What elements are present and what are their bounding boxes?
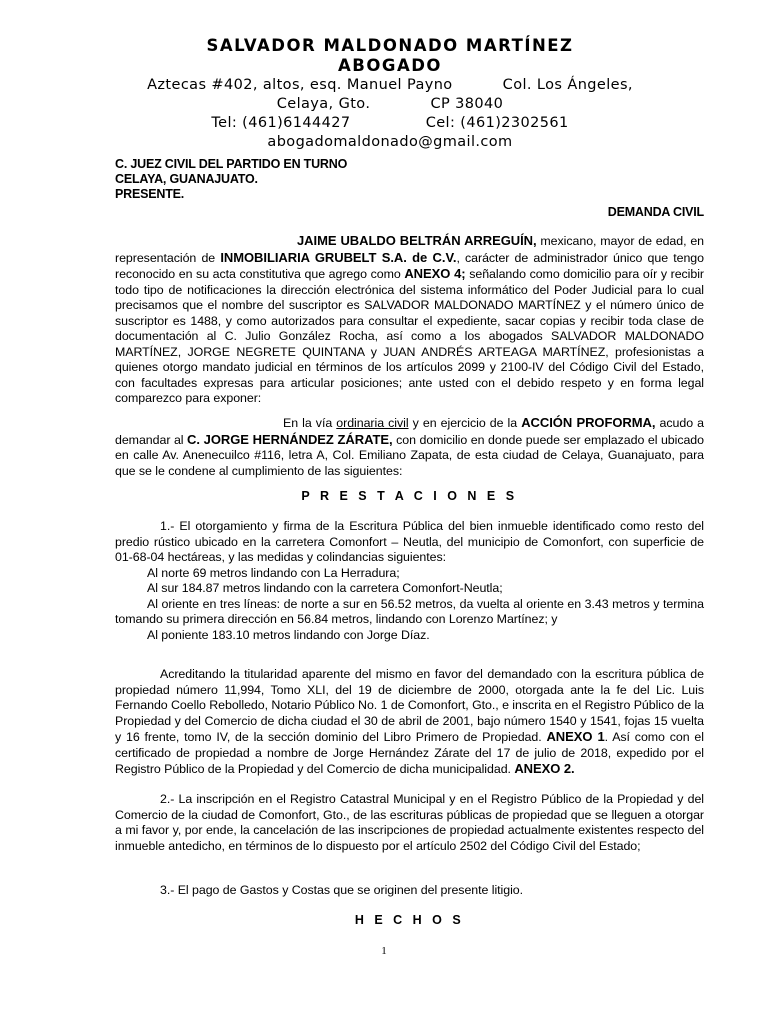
lawyer-name: SALVADOR MALDONADO MARTÍNEZ: [206, 36, 574, 55]
lindero-sur: Al sur 184.87 metros lindando con la carretera Comonfort-Neutla;: [147, 581, 503, 595]
contact-line: [90, 114, 690, 133]
address-colonia: Col. Los Ángeles,: [502, 77, 633, 93]
accion-text-1: En la vía: [283, 416, 337, 430]
addressee-judge: C. JUEZ CIVIL DEL PARTIDO EN TURNO: [115, 157, 348, 171]
address-line-1: [90, 76, 690, 95]
addressee-city: CELAYA, GUANAJUATO.: [115, 172, 258, 186]
phone-number: Tel: (461)6144427: [211, 115, 351, 131]
cell-number: Cel: (461)2302561: [425, 115, 569, 131]
intro-text-1: mexicano, mayor de edad, en representación de: [115, 234, 705, 265]
lindero-poniente: Al poniente 183.10 metros lindando con Jorge Díaz.: [147, 627, 430, 642]
acreditando-text-1: Acreditando la titularidad aparente del mismo en favor del demandado con la escritura pública de propiedad número 11,994, Tomo XLI, del 19 de diciembre de 2000, otorgada ante la fe del Lic. Luis Fernando Coello Rebolledo, Notario Público No. 1 de Comonfort, Gto., e inscrita en el Registro Público de la Propiedad y del Comercio de dicha ciudad el 30 de abril de 2001, bajo número 1540 y 1541, fojas 15 vuelta y 16 frente, tomo IV, de la sección dominio del Libro Primero de Propiedad.: [115, 667, 704, 744]
accion-paragraph: [115, 415, 704, 479]
defendant-name: C. JORGE HERNÁNDEZ ZÁRATE,: [187, 431, 393, 447]
address-city: Celaya, Gto.: [276, 96, 371, 112]
intro-paragraph: [115, 233, 704, 407]
accion-text-4: con domicilio en donde puede ser emplazado el ubicado en calle Av. Anenecuilco #116, letra A, Col. Emiliano Zapata, de esta ciudad de Celaya, Guanajuato, para que se le condene al cumplimiento de las siguientes:: [115, 432, 704, 478]
lindero-oriente: Al oriente en tres líneas: de norte a sur en 56.52 metros, da vuelta al oriente en 3.43 metros y termina tomando su primera dirección en 56.84 metros, lindando con Lorenzo Martínez; y: [115, 596, 704, 626]
intro-text-3: señalando como domicilio para oír y recibir todo tipo de notificaciones la dirección electrónica del sistema informático del Poder Judicial para lo cual precisamos que el nombre del suscriptor es SALVADOR MALDONADO MARTÍNEZ y el número único de suscriptor es 1488, y como autorizados para consultar el expediente, sacar copias y recibir toda clase de documentación al C. Julio González Rocha, así como a los abogados SALVADOR MALDONADO MARTÍNEZ, JORGE NEGRETE QUINTANA y JUAN ANDRÉS ARTEAGA MARTÍNEZ, profesionistas a quienes otorgo mandato judicial en términos de los artículos 2099 y 2100-IV del Código Civil del Estado, con facultades expresas para articular posiciones; ante usted con el debido respeto y en forma legal comparezco para exponer:: [115, 267, 704, 405]
prestacion-3-text: 3.- El pago de Gastos y Costas que se originen del presente litigio.: [160, 883, 524, 897]
accion-text-2: y en ejercicio de la: [408, 416, 522, 430]
addressee-presente: PRESENTE.: [115, 187, 185, 201]
page-number: 1: [381, 945, 387, 957]
lindero-norte: Al norte 69 metros lindando con La Herradura;: [147, 565, 400, 580]
prestaciones-heading: P R E S T A C I O N E S: [301, 489, 518, 503]
prestacion-2-text: 2.- La inscripción en el Registro Catastral Municipal y en el Registro Público de la Propiedad y del Comercio de la ciudad de Comonfort, Gto., de las escrituras públicas de propiedad que se lleguen a otorgar a mi favor y, por ende, la cancelación de las inscripciones de propiedad actualmente existentes respecto del inmueble antedicho, en términos de lo dispuesto por el artículo 2502 del Código Civil del Estado;: [115, 792, 704, 853]
letterhead: [90, 36, 690, 152]
lawyer-title: ABOGADO: [338, 56, 442, 75]
intro-text-2: , carácter de administrador único que tengo reconocido en su acta constitutiva que agrego como: [115, 250, 704, 281]
prestacion-1-text: 1.- El otorgamiento y firma de la Escritura Pública del bien inmueble identificado como resto del predio rústico ubicado en la carretera Comonfort – Neutla, del municipio de Comonfort, con superficie de 01-68-04 hectáreas, y las medidas y colindancias siguientes:: [115, 519, 704, 564]
prestacion-3: [115, 883, 704, 899]
email-line: [90, 133, 690, 152]
anexo-1: ANEXO 1: [546, 729, 605, 744]
address-cp: CP 38040: [430, 96, 504, 112]
company-name: INMOBILIARIA GRUBELT S.A. de C.V.: [220, 249, 457, 265]
acreditando-paragraph: [115, 667, 704, 778]
anexo-2: ANEXO 2.: [514, 761, 575, 776]
anexo-4: ANEXO 4;: [404, 266, 466, 281]
via-ordinaria: ordinaria civil: [336, 416, 409, 430]
plaintiff-name: JAIME UBALDO BELTRÁN ARREGUÍN,: [297, 233, 537, 248]
accion-text-3: acudo a demandar al: [115, 416, 705, 447]
acreditando-text-2: . Así como con el certificado de propiedad a nombre de Jorge Hernández Zárate del 17 de julio de 2018, expedido por el Registro Público de la Propiedad y del Comercio de dicha municipalidad.: [115, 730, 704, 776]
hechos-heading: H E C H O S: [354, 913, 465, 927]
address-street: Aztecas #402, altos, esq. Manuel Payno: [147, 77, 453, 93]
prestacion-1: [115, 519, 704, 643]
address-line-2: [90, 95, 690, 114]
accion-proforma: ACCIÓN PROFORMA,: [521, 415, 656, 430]
addressee-block: [115, 157, 715, 202]
document-type: DEMANDA CIVIL: [607, 205, 704, 219]
prestacion-2: [115, 792, 704, 854]
email-address: abogadomaldonado@gmail.com: [267, 134, 513, 150]
